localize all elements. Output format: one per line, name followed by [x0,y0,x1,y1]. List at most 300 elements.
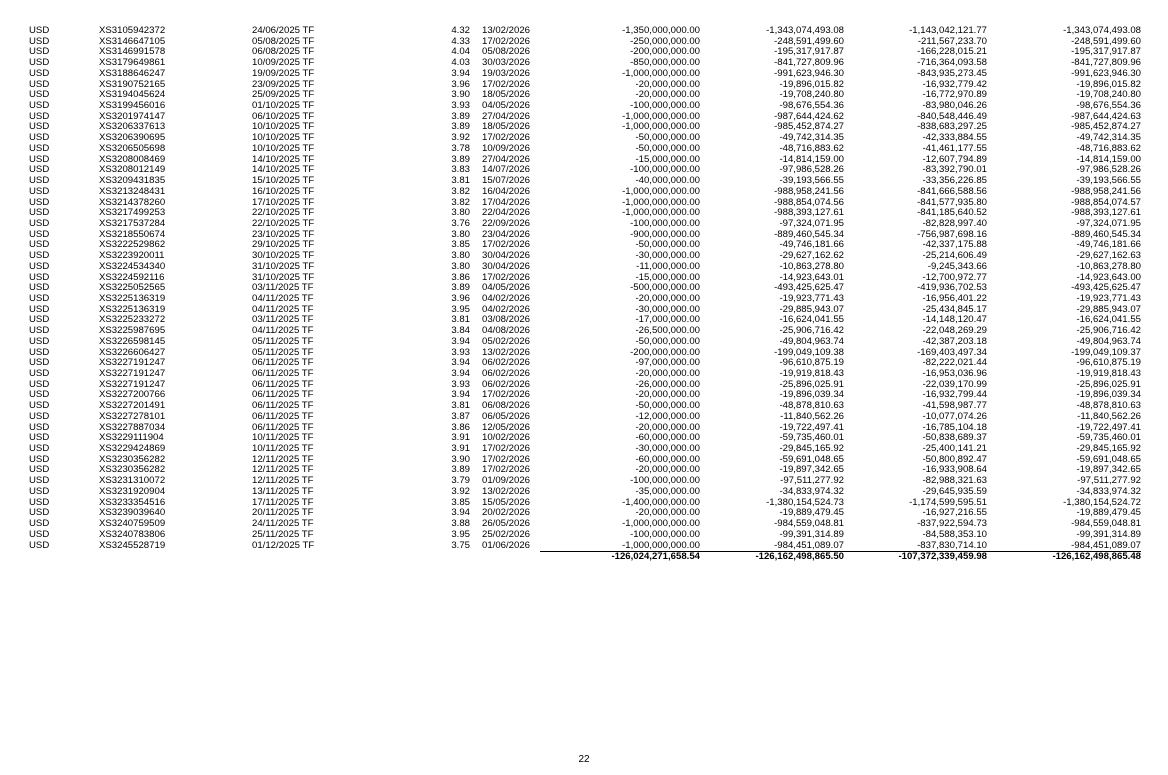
maturity-date-cell: 15/07/2026 [482,176,531,187]
amount-c-cell: -48,716,883.62 [1076,143,1141,154]
rate-cell: 4.03 [451,58,470,69]
trade-date-cell: 19/09/2025 TF [252,68,315,79]
maturity-date-cell: 10/09/2026 [482,143,531,154]
maturity-date-cell: 12/05/2026 [482,422,531,433]
trade-date-cell: 12/11/2025 TF [252,454,314,465]
table-row [29,219,1141,230]
maturity-date-cell: 04/02/2026 [482,293,531,304]
table-row [29,230,1141,241]
isin-cell: XS3225052565 [99,283,166,294]
rate-cell: 3.89 [451,122,470,133]
amount-a-cell: -59,735,460.01 [779,433,844,444]
currency-cell: USD [29,79,50,90]
amount-b-cell: -42,337,175.88 [922,240,987,251]
amount-a-cell: -19,896,039.34 [779,390,844,401]
amount-c-cell: -19,896,039.34 [1076,390,1141,401]
amount-a-cell: -34,833,974.32 [779,486,844,497]
currency-cell: USD [29,122,50,133]
amount-a-cell: -988,958,241.56 [774,186,844,197]
trade-date-cell: 17/10/2025 TF [252,197,315,208]
isin-cell: XS3225136319 [99,293,166,304]
table-row [29,530,1141,541]
currency-cell: USD [29,186,50,197]
nominal-amount-cell: -12,000,000.00 [635,411,700,422]
amount-a-cell: -987,644,424.62 [774,111,844,122]
amount-b-cell: -16,933,908.64 [922,465,987,476]
amount-b-cell: -25,214,606.49 [922,251,987,262]
amount-c-cell: -984,451,089.07 [1071,540,1141,551]
trade-date-cell: 30/10/2025 TF [252,251,315,262]
amount-c-cell: -1,380,154,524.72 [1063,497,1141,508]
nominal-amount-cell: -1,000,000,000.00 [622,197,700,208]
table-body [29,26,1141,563]
amount-a-cell: -841,727,809.96 [774,58,844,69]
isin-cell: XS3146647105 [99,36,166,47]
amount-a-cell: -98,676,554.36 [779,101,844,112]
rate-cell: 3.75 [451,540,470,551]
maturity-date-cell: 19/03/2026 [482,68,531,79]
currency-cell: USD [29,508,50,519]
amount-a-cell: -39,193,566.55 [779,176,844,187]
amount-b-cell: -82,222,021.44 [922,358,987,369]
rate-cell: 3.79 [451,476,470,487]
currency-cell: USD [29,165,50,176]
nominal-amount-cell: -20,000,000.00 [635,79,700,90]
maturity-date-cell: 17/02/2026 [482,240,531,251]
amount-a-cell: -195,317,917.87 [774,47,844,58]
currency-cell: USD [29,315,50,326]
amount-b-cell: -756,987,698.16 [917,229,987,240]
isin-cell: XS3208008469 [99,154,166,165]
amount-a-cell: -1,380,154,524.73 [766,497,844,508]
amount-b-cell: -419,936,702.53 [917,283,987,294]
maturity-date-cell: 23/04/2026 [482,229,531,240]
trade-date-cell: 06/08/2025 TF [252,47,315,58]
rate-cell: 3.93 [451,101,470,112]
amount-b-cell: -42,333,884.55 [922,133,987,144]
maturity-date-cell: 30/04/2026 [482,261,531,272]
amount-a-cell: -248,591,499.60 [774,36,844,47]
currency-cell: USD [29,58,50,69]
isin-cell: XS3188646247 [99,68,166,79]
amount-c-cell: -16,624,041.55 [1076,315,1141,326]
amount-a-cell: -49,742,314.35 [779,133,844,144]
amount-a-cell: -59,691,048.65 [779,454,844,465]
amount-c-cell: -841,727,809.96 [1071,58,1141,69]
table-row [29,326,1141,337]
isin-cell: XS3245528719 [99,540,166,551]
rate-cell: 4.32 [451,26,470,36]
isin-cell: XS3226606427 [99,347,166,358]
trade-date-cell: 06/11/2025 TF [252,401,314,412]
maturity-date-cell: 25/02/2026 [482,529,531,540]
amount-c-cell: -19,889,479.45 [1076,508,1141,519]
rate-cell: 3.96 [451,79,470,90]
nominal-amount-cell: -11,000,000.00 [636,261,700,272]
currency-cell: USD [29,154,50,165]
table-row [29,401,1141,412]
nominal-amount-cell: -35,000,000.00 [635,486,700,497]
amount-a-cell: -493,425,625.47 [774,283,844,294]
maturity-date-cell: 03/08/2026 [482,315,531,326]
trade-date-cell: 14/10/2025 TF [252,154,315,165]
currency-cell: USD [29,422,50,433]
amount-c-cell: -19,923,771.43 [1076,293,1141,304]
isin-cell: XS3225987695 [99,326,166,337]
maturity-date-cell: 30/04/2026 [482,251,531,262]
nominal-amount-cell: -100,000,000.00 [630,165,700,176]
amount-c-cell: -19,722,497.41 [1076,422,1141,433]
amount-c-cell: -19,896,015.82 [1076,79,1141,90]
rate-cell: 3.80 [451,208,470,219]
nominal-amount-cell: -100,000,000.00 [630,101,700,112]
nominal-amount-cell: -50,000,000.00 [635,143,700,154]
trade-date-cell: 23/09/2025 TF [252,79,315,90]
amount-b-cell: -166,228,015.21 [917,47,987,58]
maturity-date-cell: 04/05/2026 [482,101,531,112]
nominal-amount-cell: -1,400,000,000.00 [622,497,700,508]
amount-b-cell: -9,245,343.66 [927,261,987,272]
table-row [29,412,1141,423]
empty-cell [397,552,470,564]
currency-cell: USD [29,111,50,122]
amount-c-cell: -248,591,499.60 [1071,36,1141,47]
amount-b-cell: -41,461,177.55 [922,143,987,154]
amount-a-cell: -199,049,109.38 [774,347,844,358]
amount-c-cell: -988,393,127.61 [1071,208,1141,219]
amount-a-cell: -19,708,240.80 [779,90,844,101]
nominal-amount-cell: -97,000,000.00 [635,358,700,369]
nominal-amount-cell: -850,000,000.00 [630,58,700,69]
amount-c-cell: -29,627,162.63 [1076,251,1141,262]
empty-cell [99,552,252,564]
table-row [29,541,1141,552]
table-row [29,380,1141,391]
currency-cell: USD [29,476,50,487]
amount-b-cell: -14,148,120.47 [922,315,987,326]
currency-cell: USD [29,68,50,79]
isin-cell: XS3206337613 [99,122,166,133]
amount-b-cell: -82,988,321.63 [922,476,987,487]
table-row [29,444,1141,455]
currency-cell: USD [29,540,50,551]
amount-b-cell: -42,387,203.18 [922,336,987,347]
rate-cell: 3.90 [451,454,470,465]
trade-date-cell: 22/10/2025 TF [252,218,315,229]
rate-cell: 4.33 [451,36,470,47]
amount-a-cell: -99,391,314.89 [779,529,844,540]
amount-b-cell: -716,364,093.58 [917,58,987,69]
trade-date-cell: 06/11/2025 TF [252,379,314,390]
rate-cell: 3.86 [451,422,470,433]
trade-date-cell: 05/11/2025 TF [252,336,314,347]
currency-cell: USD [29,390,50,401]
nominal-amount-cell: -1,000,000,000.00 [622,122,700,133]
table-row [29,369,1141,380]
currency-cell: USD [29,176,50,187]
trade-date-cell: 10/10/2025 TF [252,133,315,144]
maturity-date-cell: 13/02/2026 [482,26,531,36]
currency-cell: USD [29,433,50,444]
currency-cell: USD [29,411,50,422]
trade-date-cell: 01/12/2025 TF [252,540,315,551]
amount-a-cell: -29,885,943.07 [779,304,844,315]
currency-cell: USD [29,347,50,358]
amount-c-cell: -19,708,240.80 [1076,90,1141,101]
isin-cell: XS3223920011 [99,251,165,262]
amount-a-cell: -49,746,181.66 [779,240,844,251]
nominal-amount-cell: -1,000,000,000.00 [622,68,700,79]
table-row [29,112,1141,123]
table-row [29,476,1141,487]
table-row [29,165,1141,176]
isin-cell: XS3190752165 [99,79,166,90]
nominal-amount-cell: -20,000,000.00 [635,390,700,401]
currency-cell: USD [29,358,50,369]
currency-cell: USD [29,47,50,58]
maturity-date-cell: 30/03/2026 [482,58,531,69]
amount-b-cell: -25,400,141.21 [922,444,987,455]
amount-a-cell: -991,623,946.30 [774,68,844,79]
maturity-date-cell: 05/02/2026 [482,336,531,347]
rate-cell: 3.89 [451,283,470,294]
amount-a-cell: -25,896,025.91 [779,379,844,390]
amount-a-cell: -48,716,883.62 [779,143,844,154]
nominal-amount-cell: -30,000,000.00 [635,444,700,455]
nominal-amount-cell: -200,000,000.00 [630,47,700,58]
currency-cell: USD [29,90,50,101]
currency-cell: USD [29,197,50,208]
amount-a-cell: -29,627,162.62 [779,251,844,262]
amount-b-cell: -843,935,273.45 [917,68,987,79]
rate-cell: 3.88 [451,519,470,530]
table-row [29,198,1141,209]
amount-c-cell: -195,317,917.87 [1071,47,1141,58]
amount-c-cell: -34,833,974.32 [1076,486,1141,497]
trade-date-cell: 13/11/2025 TF [252,486,314,497]
table-row [29,508,1141,519]
currency-cell: USD [29,497,50,508]
maturity-date-cell: 13/02/2026 [482,347,531,358]
maturity-date-cell: 01/09/2026 [482,476,531,487]
total-nominal-amount-cell: -126,024,271,658.54 [540,552,700,564]
maturity-date-cell: 17/02/2026 [482,390,531,401]
trade-date-cell: 12/11/2025 TF [252,465,314,476]
trade-date-cell: 06/11/2025 TF [252,411,314,422]
table-row [29,262,1141,273]
currency-cell: USD [29,486,50,497]
isin-cell: XS3225233272 [99,315,166,326]
amount-b-cell: -16,932,799.44 [922,390,987,401]
trade-date-cell: 06/11/2025 TF [252,358,314,369]
table-row [29,37,1141,48]
table-row [29,240,1141,251]
trade-date-cell: 17/11/2025 TF [252,497,314,508]
rate-cell: 3.89 [451,465,470,476]
trade-date-cell: 06/11/2025 TF [252,369,314,379]
amount-c-cell: -984,559,048.81 [1071,519,1141,530]
amount-b-cell: -25,434,845.17 [922,304,987,315]
amount-c-cell: -25,896,025.91 [1076,379,1141,390]
amount-a-cell: -14,814,159.00 [779,154,844,165]
amount-b-cell: -16,953,036.96 [922,369,987,379]
currency-cell: USD [29,261,50,272]
amount-a-cell: -19,889,479.45 [779,508,844,519]
securities-table [29,26,1141,563]
amount-a-cell: -1,343,074,493.08 [766,26,844,36]
amount-c-cell: -59,735,460.01 [1076,433,1141,444]
currency-cell: USD [29,401,50,412]
amount-b-cell: -841,185,640.52 [917,208,987,219]
isin-cell: XS3201974147 [99,111,166,122]
nominal-amount-cell: -26,500,000.00 [635,326,700,337]
amount-b-cell: -838,683,297.25 [917,122,987,133]
nominal-amount-cell: -1,000,000,000.00 [622,111,700,122]
amount-b-cell: -12,700,972.77 [922,272,987,283]
nominal-amount-cell: -26,000,000.00 [635,379,700,390]
isin-cell: XS3194045624 [99,90,166,101]
rate-cell: 3.81 [451,176,470,187]
nominal-amount-cell: -1,350,000,000.00 [622,26,700,36]
amount-c-cell: -988,958,241.56 [1071,186,1141,197]
nominal-amount-cell: -50,000,000.00 [635,133,700,144]
amount-c-cell: -49,742,314.35 [1076,133,1141,144]
isin-cell: XS3146991578 [99,47,166,58]
amount-a-cell: -97,986,528.26 [779,165,844,176]
amount-b-cell: -83,392,790.01 [922,165,987,176]
amount-b-cell: -840,548,446.49 [917,111,987,122]
isin-cell: XS3214378260 [99,197,166,208]
amount-b-cell: -16,785,104.18 [922,422,987,433]
isin-cell: XS3224592116 [99,272,165,283]
amount-c-cell: -97,324,071.95 [1076,218,1141,229]
nominal-amount-cell: -20,000,000.00 [635,422,700,433]
amount-b-cell: -12,607,794.89 [922,154,987,165]
currency-cell: USD [29,454,50,465]
table-row [29,348,1141,359]
currency-cell: USD [29,379,50,390]
table-row [29,283,1141,294]
nominal-amount-cell: -50,000,000.00 [635,401,700,412]
table-row [29,433,1141,444]
currency-cell: USD [29,36,50,47]
isin-cell: XS3231310072 [99,476,166,487]
table-row [29,519,1141,530]
rate-cell: 4.04 [451,47,470,58]
amount-b-cell: -84,588,353.10 [922,529,987,540]
isin-cell: XS3239039640 [99,508,166,519]
amount-c-cell: -99,391,314.89 [1076,529,1141,540]
empty-cell [29,552,99,564]
amount-b-cell: -837,922,594.73 [917,519,987,530]
table-row [29,390,1141,401]
trade-date-cell: 06/10/2025 TF [252,111,315,122]
trade-date-cell: 04/11/2025 TF [252,304,314,315]
table-row [29,251,1141,262]
nominal-amount-cell: -20,000,000.00 [635,465,700,476]
table-row [29,133,1141,144]
trade-date-cell: 03/11/2025 TF [252,283,314,294]
rate-cell: 3.92 [451,133,470,144]
amount-c-cell: -988,854,074.57 [1071,197,1141,208]
trade-date-cell: 01/10/2025 TF [252,101,315,112]
nominal-amount-cell: -60,000,000.00 [635,433,700,444]
table-row [29,58,1141,69]
maturity-date-cell: 01/06/2026 [482,540,531,551]
table-row [29,337,1141,348]
maturity-date-cell: 17/02/2026 [482,272,531,283]
amount-a-cell: -29,845,165.92 [779,444,844,455]
rate-cell: 3.95 [451,529,470,540]
amount-c-cell: -97,986,528.26 [1076,165,1141,176]
isin-cell: XS3209431835 [99,176,166,187]
table-row [29,423,1141,434]
table-row [29,144,1141,155]
table-row [29,294,1141,305]
currency-cell: USD [29,293,50,304]
amount-a-cell: -10,863,278.80 [779,261,844,272]
empty-cell [252,552,397,564]
maturity-date-cell: 22/04/2026 [482,208,531,219]
nominal-amount-cell: -50,000,000.00 [635,240,700,251]
isin-cell: XS3217537284 [99,218,166,229]
nominal-amount-cell: -60,000,000.00 [635,454,700,465]
table-row [29,80,1141,91]
amount-b-cell: -16,927,216.55 [922,508,987,519]
isin-cell: XS3208012149 [99,165,166,176]
empty-cell [470,552,540,564]
amount-c-cell: -987,644,424.63 [1071,111,1141,122]
amount-c-cell: -991,623,946.30 [1071,68,1141,79]
maturity-date-cell: 06/02/2026 [482,358,531,369]
rate-cell: 3.92 [451,486,470,497]
isin-cell: XS3227200766 [99,390,166,401]
table-row [29,187,1141,198]
rate-cell: 3.85 [451,240,470,251]
table-row [29,90,1141,101]
rate-cell: 3.82 [451,197,470,208]
amount-a-cell: -19,896,015.82 [779,79,844,90]
rate-cell: 3.87 [451,411,470,422]
maturity-date-cell: 18/05/2026 [482,122,531,133]
maturity-date-cell: 26/05/2026 [482,519,531,530]
isin-cell: XS3240759509 [99,519,166,530]
maturity-date-cell: 05/08/2026 [482,47,531,58]
trade-date-cell: 25/09/2025 TF [252,90,315,101]
maturity-date-cell: 17/04/2026 [482,197,531,208]
amount-a-cell: -984,451,089.07 [774,540,844,551]
nominal-amount-cell: -30,000,000.00 [635,251,700,262]
maturity-date-cell: 14/07/2026 [482,165,531,176]
maturity-date-cell: 27/04/2026 [482,111,531,122]
amount-c-cell: -199,049,109.37 [1071,347,1141,358]
nominal-amount-cell: -20,000,000.00 [635,369,700,379]
table-row [29,487,1141,498]
isin-cell: XS3217499253 [99,208,166,219]
nominal-amount-cell: -30,000,000.00 [635,304,700,315]
nominal-amount-cell: -20,000,000.00 [635,508,700,519]
isin-cell: XS3206505698 [99,143,166,154]
total-amount-b-cell: -107,372,339,459.98 [844,552,987,564]
amount-a-cell: -49,804,963.74 [779,336,844,347]
table-row [29,465,1141,476]
rate-cell: 3.80 [451,261,470,272]
amount-c-cell: -985,452,874.27 [1071,122,1141,133]
amount-c-cell: -96,610,875.19 [1076,358,1141,369]
amount-a-cell: -19,923,771.43 [779,293,844,304]
amount-c-cell: -29,885,943.07 [1076,304,1141,315]
trade-date-cell: 31/10/2025 TF [252,272,315,283]
